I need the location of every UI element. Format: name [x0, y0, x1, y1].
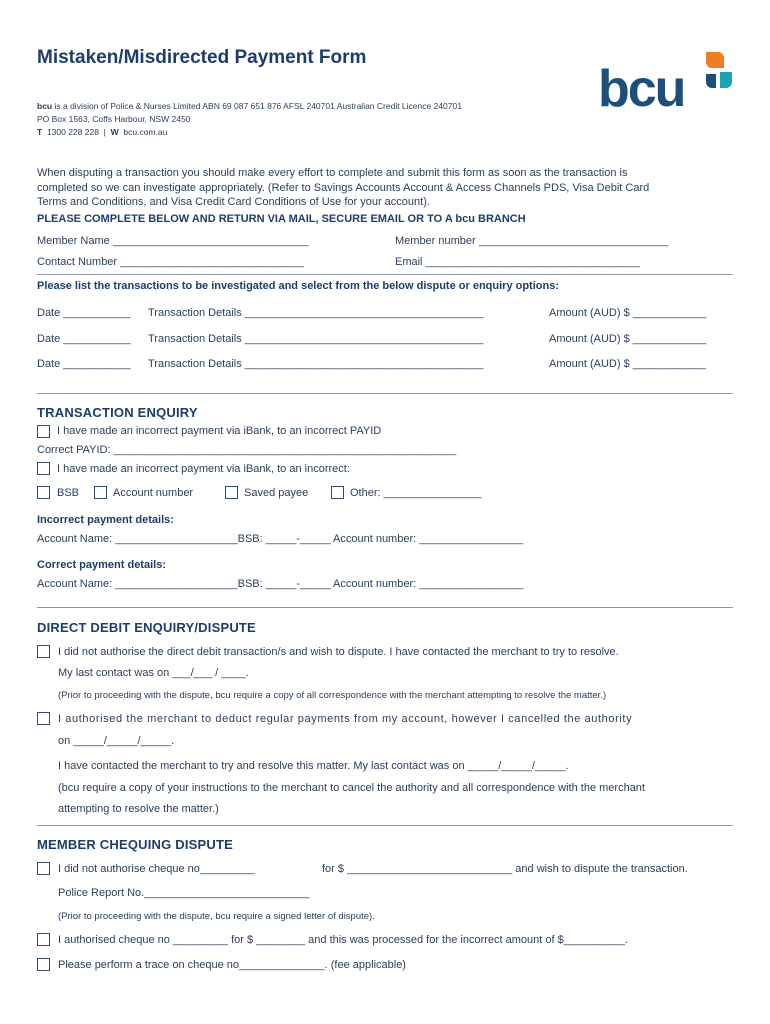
divider	[37, 607, 733, 608]
member-number-field[interactable]	[395, 235, 668, 247]
incorrect-payment-label: I have made an incorrect payment via iBank, to an incorrect:	[57, 463, 350, 475]
did-not-authorise-checkbox[interactable]	[37, 645, 50, 658]
divider	[37, 393, 733, 394]
transactions-heading: Please list the transactions to be investigated and select from the below dispute or enquiry options:	[37, 280, 559, 292]
transaction-date[interactable]: Date ___________	[37, 333, 131, 345]
contact-line	[37, 127, 167, 137]
trace-cheque-field[interactable]: Please perform a trace on cheque no______________. (fee applicable)	[58, 959, 406, 971]
incorrect-amount-checkbox[interactable]	[37, 933, 50, 946]
member-name-label: Member Name	[37, 235, 110, 247]
member-name-line[interactable]: ________________________________	[112, 235, 309, 247]
separator: |	[103, 127, 106, 137]
contacted-merchant-field[interactable]: I have contacted the merchant to try and resolve this matter. My last contact was on _____/_____/_____.	[58, 760, 569, 772]
incorrect-payment-checkbox[interactable]	[37, 462, 50, 475]
bcu-logo	[598, 50, 734, 110]
transaction-amount[interactable]: Amount (AUD) $ ____________	[549, 333, 707, 345]
transaction-amount[interactable]: Amount (AUD) $ ____________	[549, 307, 707, 319]
return-instruction: PLEASE COMPLETE BELOW AND RETURN VIA MAIL, SECURE EMAIL OR TO A bcu BRANCH	[37, 213, 526, 225]
unauthorised-cheque-checkbox[interactable]	[37, 862, 50, 875]
instructions-note-2: attempting to resolve the matter.)	[58, 803, 219, 815]
direct-debit-heading: DIRECT DEBIT ENQUIRY/DISPUTE	[37, 620, 256, 635]
transaction-enquiry-heading: TRANSACTION ENQUIRY	[37, 405, 198, 420]
last-contact-field[interactable]: My last contact was on ___/___ / ____.	[58, 667, 249, 679]
trace-cheque-checkbox[interactable]	[37, 958, 50, 971]
incorrect-payid-label: I have made an incorrect payment via iBank, to an incorrect PAYID	[57, 425, 382, 437]
member-number-line[interactable]: _______________________________	[478, 235, 669, 247]
cheque-dispute-heading: MEMBER CHEQUING DISPUTE	[37, 837, 234, 852]
page-title: Mistaken/Misdirected Payment Form	[37, 47, 367, 68]
incorrect-amount-field[interactable]: I authorised cheque no _________ for $ ________ and this was processed for the incorrect amount of $__________.	[58, 934, 628, 946]
cheque-amount-field[interactable]: for $ ___________________________ and wish to dispute the transaction.	[322, 863, 688, 875]
transaction-details[interactable]: Transaction Details _______________________________________	[148, 333, 484, 345]
cancelled-authority-label: I authorised the merchant to deduct regular payments from my account, however I cancelled the authority	[58, 713, 633, 725]
other-checkbox[interactable]	[331, 486, 344, 499]
saved-payee-label: Saved payee	[244, 487, 309, 499]
svg-text:bcu: bcu	[598, 60, 685, 110]
website: bcu.com.au	[123, 127, 168, 137]
legal-line	[37, 101, 462, 111]
account-number-label: Account number	[113, 487, 194, 499]
police-report-field[interactable]: Police Report No.___________________________	[58, 887, 310, 899]
t-label: T	[37, 127, 43, 137]
incorrect-details-heading: Incorrect payment details:	[37, 514, 174, 526]
intro-line-2: completed so we can investigate appropriately. (Refer to Savings Accounts Account & Access Channels PDS, Visa Debit Card	[37, 182, 650, 194]
saved-payee-checkbox[interactable]	[225, 486, 238, 499]
other-field[interactable]: Other: ________________	[350, 487, 482, 499]
transaction-date[interactable]: Date ___________	[37, 358, 131, 370]
cancelled-authority-checkbox[interactable]	[37, 712, 50, 725]
intro-line-1: When disputing a transaction you should make every effort to complete and submit this form as soon as the transaction is	[37, 167, 628, 179]
correct-payid-field[interactable]: Correct PAYID: ________________________________________________________	[37, 444, 457, 456]
transaction-details[interactable]: Transaction Details _______________________________________	[148, 358, 484, 370]
email-label: Email	[395, 256, 423, 268]
correspondence-note: (Prior to proceeding with the dispute, bcu require a copy of all correspondence with the merchant attempting to resolve the matter.)	[58, 690, 607, 701]
unauthorised-cheque-field[interactable]: I did not authorise cheque no_________	[58, 863, 255, 875]
transaction-amount[interactable]: Amount (AUD) $ ____________	[549, 358, 707, 370]
email-field[interactable]	[395, 256, 640, 268]
address-line: PO Box 1563, Coffs Harbour, NSW 2450	[37, 114, 191, 124]
bsb-checkbox[interactable]	[37, 486, 50, 499]
instructions-note-1: (bcu require a copy of your instructions to the merchant to cancel the authority and all correspondence with the merchant	[58, 782, 645, 794]
bsb-label: BSB	[57, 487, 80, 499]
did-not-authorise-label: I did not authorise the direct debit transaction/s and wish to dispute. I have contacted the merchant to try to resolve.	[58, 646, 619, 658]
correct-details-heading: Correct payment details:	[37, 559, 166, 571]
bcu-logo-icon	[598, 50, 734, 110]
divider	[37, 825, 733, 826]
account-number-checkbox[interactable]	[94, 486, 107, 499]
divider	[37, 274, 733, 275]
incorrect-details-line[interactable]: Account Name: ____________________BSB: _____-_____ Account number: _________________	[37, 533, 524, 545]
correct-details-line[interactable]: Account Name: ____________________BSB: _____-_____ Account number: _________________	[37, 578, 524, 590]
transaction-details[interactable]: Transaction Details _______________________________________	[148, 307, 484, 319]
phone-number: 1300 228 228	[46, 127, 99, 137]
contact-number-label: Contact Number	[37, 256, 118, 268]
w-label: W	[110, 127, 119, 137]
contact-number-field[interactable]	[37, 256, 304, 268]
bcu-bold: bcu	[37, 101, 53, 111]
cancel-date-field[interactable]: on _____/_____/_____.	[58, 735, 175, 747]
signed-letter-note: (Prior to proceeding with the dispute, bcu require a signed letter of dispute).	[58, 911, 375, 922]
member-name-field[interactable]	[37, 235, 309, 247]
email-line[interactable]: ___________________________________	[425, 256, 640, 268]
contact-number-line[interactable]: ______________________________	[120, 256, 304, 268]
incorrect-payid-checkbox[interactable]	[37, 425, 50, 438]
member-number-label: Member number	[395, 235, 476, 247]
legal-text: is a division of Police & Nurses Limited ABN 69 087 651 876 AFSL 240701 Australian Credit Licence 240701	[52, 101, 462, 111]
intro-line-3: Terms and Conditions, and Visa Credit Card Conditions of Use for your account).	[37, 196, 430, 208]
transaction-date[interactable]: Date ___________	[37, 307, 131, 319]
